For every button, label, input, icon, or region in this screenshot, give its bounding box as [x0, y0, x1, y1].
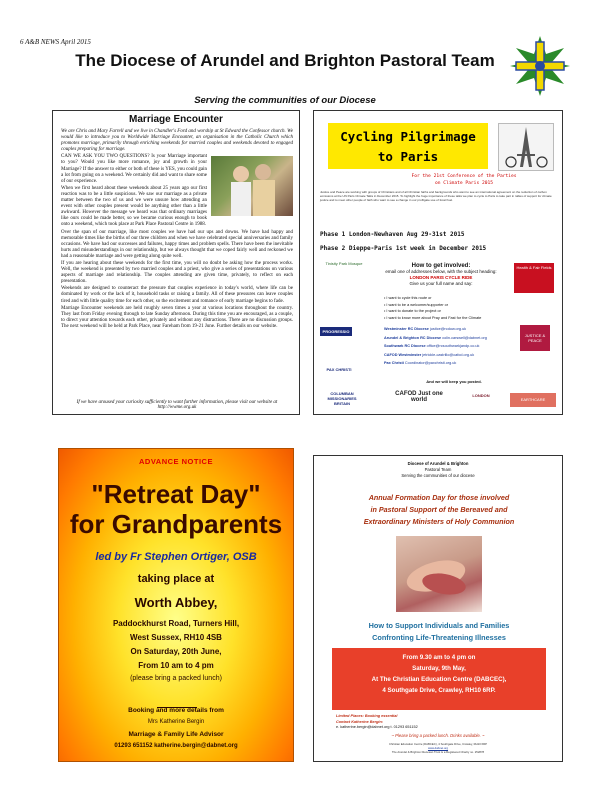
couple-photo: [211, 156, 293, 216]
contact-item: Southwark RC Diocese office@rcsouthwarkjandp.co.uk: [384, 344, 480, 348]
formation-limited: Limited Places: Booking essential: [336, 714, 398, 718]
contact-email[interactable]: office@rcsouthwarkjandp.co.uk: [426, 344, 480, 348]
involvement-options: [384, 295, 524, 321]
retreat-day-poster: [58, 448, 294, 762]
formation-red2: Saturday, 9th May,: [412, 665, 466, 672]
formation-top2: Pastoral Team: [424, 467, 452, 472]
marriage-encounter-article: [52, 110, 300, 415]
retreat-contact-name: Mrs Katherine Bergin: [147, 719, 205, 725]
formation-red1: From 9.30 am to 4 pm on: [402, 654, 476, 661]
mhcc-logo: Health & Fair Fields: [514, 263, 554, 293]
how-give-name: Give us your full name and say:: [409, 281, 473, 286]
formation-top1: Diocese of Arundel & Brighton: [407, 461, 469, 466]
option-item: • I want to donate to the project or: [384, 309, 441, 313]
contact-email[interactable]: Coordinator@paxchristi.org.uk: [404, 361, 457, 365]
retreat-heading-line2: for Grandparents: [69, 509, 283, 539]
how-title: How to get involved:: [411, 263, 471, 269]
formation-head3: Extraordinary Ministers of Holy Communion: [363, 517, 515, 526]
cycling-sub-line1: For the 21st Conference of the Parties: [411, 174, 517, 179]
formation-packed-lunch: ~ Please bring a packed lunch. Drinks available. ~: [391, 733, 485, 738]
me-p3: Over the span of our marriage, like most couples we have had our ups and downs. We have had happy and memorable times like the births of our three children and when we have celebrated special anniversaries and family occasions. We have had our successes and failures, happy times and problem spells. There have been the inevitable hurts and misunderstandings in our relationship, but we always thought that we coped fairly well and reckoned we had a reasonable marriage and were getting along quite well.: [61, 229, 293, 259]
cycling-subtitle: [374, 173, 554, 187]
formation-email[interactable]: e. katherine.bergin@dabnet.org t. 01293 651152: [336, 725, 418, 730]
formation-contact: Contact Katherine Bergin:: [336, 719, 384, 724]
formation-header: [314, 461, 562, 479]
option-item: • I want to cycle this route or: [384, 296, 432, 300]
formation-topic: [320, 620, 558, 644]
formation-how1: How to Support Individuals and Families: [368, 621, 510, 630]
formation-head2: in Pastoral Support of the Bereaved and: [370, 505, 508, 514]
cafod-logo: CAFOD Just one world: [395, 391, 443, 403]
formation-booking: [336, 714, 556, 731]
retreat-heading: [59, 479, 293, 539]
retreat-office: Marriage & Family Life Advisor: [128, 731, 224, 738]
me-p6: Marriage Encounter weekends are held roughly seven times a year at various locations throughout the country. They last from Friday evening through to late Sunday afternoon. During this time you are encouraged, as a couple, to direct your attention towards each other, privately and without any distractions. There are no discussion groups. The next weekend will be held at Park Place, near Fareham from 19-21 June. Further details on our website.: [61, 305, 293, 329]
contact-list: [384, 325, 534, 368]
contact-item: Pax Christi Coordinator@paxchristi.org.uk: [384, 361, 457, 365]
cycling-sub-line2: on Climate Paris 2015: [434, 181, 494, 186]
contact-email[interactable]: justice@rcdow.org.uk: [429, 327, 467, 331]
london-logo: LONDON: [472, 393, 490, 398]
cycling-pilgrimage-poster: [313, 110, 563, 415]
formation-red3: At The Christian Education Centre (DABCEC),: [371, 676, 507, 683]
earthcare-logo: EARTHCARE: [510, 393, 556, 407]
formation-top3: Serving the communities of our diocese: [401, 473, 475, 478]
retreat-taking-place: taking place at: [137, 573, 215, 585]
formation-heading: [324, 492, 554, 528]
formation-head1: Annual Formation Day for those involved: [368, 493, 510, 502]
cycling-title-banner: [328, 123, 488, 169]
retreat-address-1: Paddockhurst Road, Turners Hill,: [112, 619, 240, 628]
formation-red4: 4 Southgate Drive, Crawley, RH10 6RP.: [382, 687, 496, 694]
option-item: • I want to know more about Pray and Fast for the Climate: [384, 315, 482, 320]
cycling-title-line1: Cycling Pilgrimage: [340, 129, 476, 144]
hands-photo: [396, 536, 482, 612]
how-to-get-involved: [376, 263, 506, 287]
me-p4: If you are hearing about these weekends for the first time, you will no doubt be asking how the process works. Well, the weekend is presented by two married couples and a priest, who give a series of presentations on various aspects of marriage and relationship. The couples attending are given time, privately, to reflect on each presentation.: [61, 260, 293, 285]
keep-posted: And we will keep you posted.: [426, 379, 482, 384]
retreat-address-2: West Sussex, RH10 4SB: [130, 633, 222, 642]
retreat-date: On Saturday, 20th June,: [130, 647, 222, 656]
formation-foot1: Christian Education Centre (DABCEC), 4 Southgate Drive, Crawley, RH10 6RP: [388, 742, 488, 746]
page-title: The Diocese of Arundel and Brighton Pastoral Team: [75, 51, 495, 70]
page-info: 6 A&B NEWS April 2015: [20, 38, 91, 46]
formation-how2: Confronting Life-Threatening Illnesses: [372, 633, 506, 642]
me-p2: When we first heard about these weekends about 25 years ago our first reaction was to be a little suspicious. We saw our marriage as a private matter between the two of us and we were unsure how attending an event with other couples present would be anything other than a little awkward. However the message we heard was that ordinary marriages like ours could be made better, so we became curious enough to book onto a weekend, which took place at Park Place Pastoral Centre in 1988.: [61, 185, 207, 228]
retreat-lunch: (please bring a packed lunch): [130, 675, 222, 682]
formation-day-poster: [313, 455, 563, 762]
marriage-encounter-footer: If we have aroused your curiosity sufficiently to want further information, please visit our website at http://wwme.org.uk: [76, 400, 278, 410]
formation-foot3: The Arundel & Brighton Diocesan Trust is a Registered Charity no. 252878: [391, 750, 485, 754]
page-subtitle: Serving the communities of our Diocese: [194, 95, 376, 106]
me-p1: CAN WE ASK YOU TWO QUESTIONS? Is your Marriage important to you? Would you like more romance, joy and growth in your Marriage? If the answer to either or both of these is YES, you could gain a lot from going on a weekend. We certainly did and want to share some of our experience.: [61, 154, 207, 184]
pax-christi-logo: PAX CHRISTI: [326, 367, 352, 372]
columban-logo: COLUMBAN MISSIONARIES BRITAIN: [327, 391, 357, 406]
marriage-encounter-body: [61, 129, 293, 331]
retreat-booking: Booking and more details from: [128, 707, 224, 714]
cycling-description: Justice and Peace are working with groups of Christians and of all Christian faiths and backgrounds who want to see an international agreement on the reduction of carbon emissions at the UN Paris Climate Talks in December 2015. To highlight the huge importance of these talks we plan to cycle to Paris to take part in rallies of support for climate justice and to meet other people of faith who want to see a change in our profligate use of fossil fuel.: [320, 190, 552, 202]
diocese-cross-logo: [508, 34, 572, 98]
cycling-phase-1: Phase 1 London-Newhaven Aug 29-31st 2015: [320, 231, 465, 238]
dove-logo: JUSTICE & PEACE: [520, 325, 550, 351]
progressio-logo: PROGRESSIO: [320, 327, 352, 336]
cycling-title: [328, 127, 488, 167]
option-item: • I want to be a welcomer/supporter or: [384, 302, 449, 307]
contact-item: Westminster RC Diocese justice@rcdow.org.uk: [384, 327, 467, 331]
how-line: email one of addresses below, with the subject heading:: [385, 269, 497, 274]
retreat-leader: led by Fr Stephen Ortiger, OSB: [95, 551, 257, 563]
formation-website-link[interactable]: www.dabnet.org: [427, 746, 449, 750]
contact-item: CAFOD Westminster jetrickle-castrillo@cafod.org.uk: [384, 352, 475, 357]
tinisity-logo: Tinisity Park Mosque: [325, 261, 363, 266]
retreat-heading-line1: "Retreat Day": [91, 479, 261, 509]
retreat-venue: Worth Abbey,: [134, 595, 218, 610]
me-intro: We are Chris and Mary Farrell and we live in Chandler's Ford and worship at St Edward the Confessor church. We would like to introduce you to Worldwide Marriage Encounter, an organisation in the Catholic Church which promotes marriage, primarily through enriching weekends for married couples and weekends devoted to engaged couples preparing for marriage.: [61, 129, 293, 153]
advance-notice: ADVANCE NOTICE: [139, 457, 213, 466]
retreat-phone: 01293 651152 katherine.bergin@dabnet.org: [114, 743, 238, 749]
cycling-phase-2: Phase 2 Dieppe-Paris 1st week in December 2015: [320, 245, 487, 252]
contact-email[interactable]: jetrickle-castrillo@cafod.org.uk: [422, 352, 475, 357]
me-p5: Weekends are designed to counteract the pressure that couples experience in today's world, where life can be dominated by work or the lack of it, household tasks or raising a family. All of these pressures can leave couples tired and with little quality time for each other, so the excitement and romance of early marriage begins to fade.: [61, 286, 293, 304]
contact-item: Arundel & Brighton RC Diocese colin.carswell@dabnet.org: [384, 335, 487, 340]
formation-details-box: [332, 648, 546, 710]
formation-footer: [314, 742, 562, 754]
retreat-time: From 10 am to 4 pm: [138, 661, 214, 670]
marriage-encounter-title: Marriage Encounter: [129, 114, 223, 125]
cycling-title-line2: to Paris: [377, 149, 439, 164]
couple-photo-figures: [211, 156, 293, 216]
how-subject: LONDON PARIS CYCLE RIDE: [409, 275, 473, 280]
cross-center: [535, 61, 545, 71]
contact-email[interactable]: colin.carswell@dabnet.org: [442, 335, 487, 340]
eiffel-tower-icon: [498, 123, 554, 171]
